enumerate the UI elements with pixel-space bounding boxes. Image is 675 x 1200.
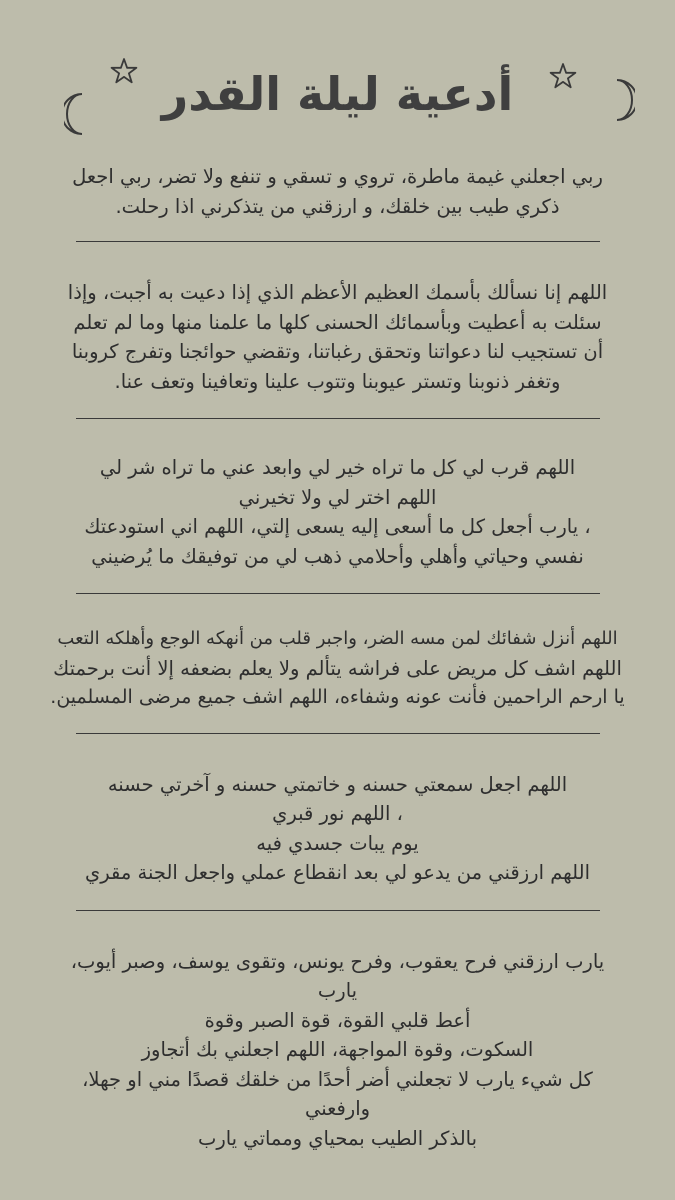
dua-line: اللهم اجعل سمعتي حسنه و خاتمتي حسنه و آخرتي حسنه [107, 772, 568, 796]
dua-section [50, 947, 625, 1154]
header [0, 0, 675, 150]
dua-line: نفسي وحياتي وأهلي وأحلامي ذهب لي من توفيقك ما يُرضيني [91, 544, 584, 568]
dua-line: اللهم اشف كل مريض على فراشه يتألم ولا يعلم بضعفه إلا أنت برحمتك [53, 656, 622, 680]
dua-line: ، يارب أجعل كل ما أسعى إليه يسعى إلتي، اللهم اني استودعتك [84, 515, 591, 538]
dua-line: اللهم إنا نسألك بأسمك العظيم الأعظم الذي إذا دعيت به أجبت، وإذا [67, 281, 608, 304]
dua-line: أعط قلبي القوة، قوة الصبر وقوة [204, 1008, 471, 1032]
dua-line: ذكري طيب بين خلقك، و ارزقني من يتذكرني اذا رحلت. [115, 194, 560, 218]
dua-line: ربي اجعلني غيمة ماطرة، تروي و تسقي و تنفع ولا تضر، ربي اجعل [72, 165, 603, 188]
dua-line: بالذكر الطيب بمحياي ومماتي يارب [197, 1126, 478, 1150]
dua-line: أن تستجيب لنا دعواتنا وتحقق رغباتنا، وتقضي حوائجنا وتفرج كروبنا [71, 340, 604, 363]
section-divider [76, 418, 600, 419]
dua-section [50, 453, 625, 593]
dua-section [50, 624, 625, 733]
dua-line: اللهم أنزل شفائك لمن مسه الضر، واجبر قلب من أنهكه الوجع وأهلكه التعب [57, 628, 618, 649]
section-divider [76, 910, 600, 911]
page-title: أدعية ليلة القدر [161, 67, 514, 121]
dua-line: كل شيء يارب لا تجعلني أضر أحدًا من خلقك قصدًا مني او جهلا، [82, 1067, 593, 1091]
duas-list [50, 162, 625, 1153]
dua-line: اللهم ارزقني من يدعو لي بعد انقطاع عملي واجعل الجنة مقري [85, 861, 590, 884]
dua-line: ، اللهم نور قبري [272, 802, 403, 825]
dua-line: اللهم اختر لي ولا تخيرني [238, 485, 437, 509]
dua-line: يوم يبات جسدي فيه [256, 831, 419, 855]
dua-line: يارب ارزقني فرح يعقوب، وفرح يونس، وتقوى يوسف، وصبر أيوب، [70, 949, 605, 973]
dua-line: اللهم قرب لي كل ما تراه خير لي وابعد عني ما تراه شر لي [99, 456, 576, 479]
dua-line: يارب [317, 979, 358, 1002]
dua-line: سئلت به أعطيت وبأسمائك الحسنى كلها ما علمنا منها وما لم تعلم [73, 310, 602, 334]
dua-line: وارفعني [304, 1097, 371, 1120]
section-divider [76, 241, 600, 242]
dua-line: يا ارحم الراحمين فأنت عونه وشفاءه، اللهم اشف جميع مرضى المسلمين. [50, 686, 625, 708]
dua-section [50, 770, 625, 910]
dua-section [50, 162, 625, 241]
dua-line: وتغفر ذنوبنا وتستر عيوبنا وتتوب علينا وتعافينا وتعف عنا. [114, 369, 561, 393]
section-divider [76, 593, 600, 594]
dua-line: السكوت، وقوة المواجهة، اللهم اجعلني بك أتجاوز [141, 1038, 534, 1061]
dua-section [50, 278, 625, 418]
section-divider [76, 733, 600, 734]
